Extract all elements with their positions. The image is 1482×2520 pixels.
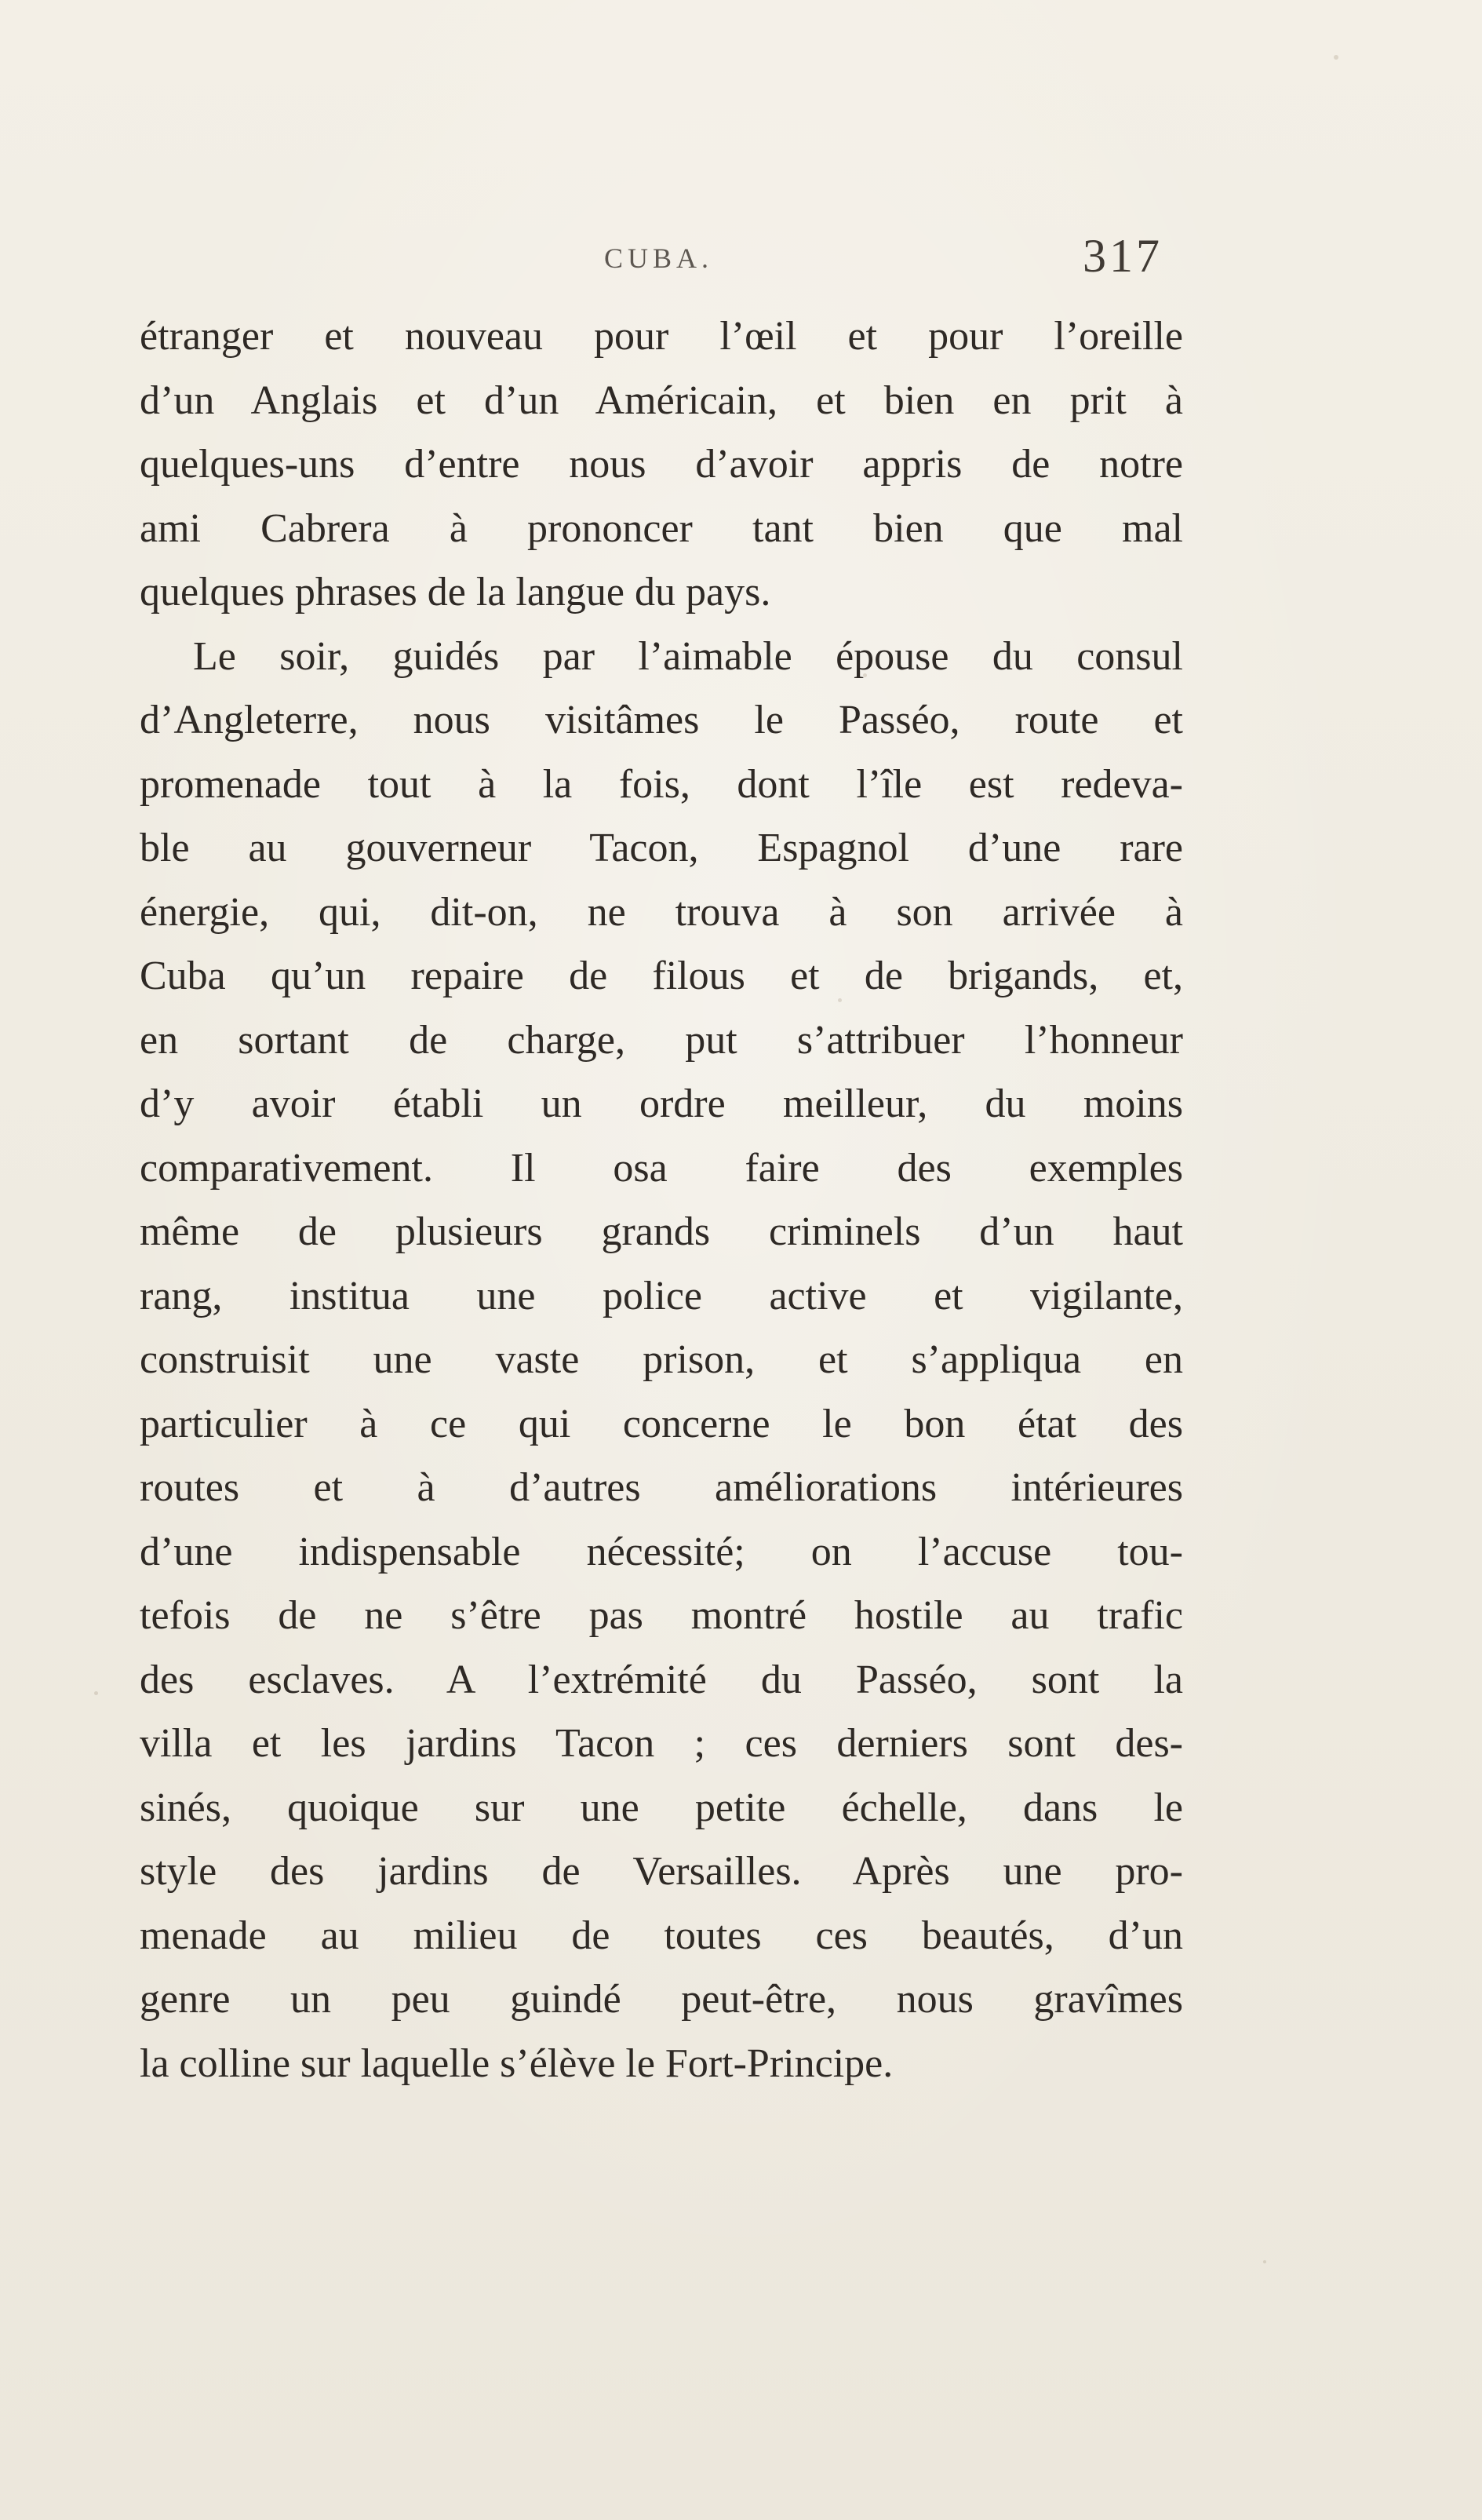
running-head xyxy=(0,229,1482,284)
text-line: routes et à d’autres améliorations intérieures xyxy=(140,1465,1183,1510)
text-line: genre un peu guindé peut-être, nous gravîmes xyxy=(140,1977,1183,2022)
text-line: Le soir, guidés par l’aimable épouse du consul xyxy=(193,633,1183,679)
text-line: quelques phrases de la langue du pays. xyxy=(140,570,771,615)
text-line: la colline sur laquelle s’élève le Fort-Principe. xyxy=(140,2040,894,2086)
text-line: étranger et nouveau pour l’œil et pour l’oreille xyxy=(140,314,1183,359)
text-line: ami Cabrera à prononcer tant bien que mal xyxy=(140,505,1183,551)
text-line: construisit une vaste prison, et s’appliqua en xyxy=(140,1337,1183,1382)
page-number: 317 xyxy=(1083,230,1163,282)
text-line: ble au gouverneur Tacon, Espagnol d’une rare xyxy=(140,826,1183,870)
text-line: promenade tout à la fois, dont l’île est redeva- xyxy=(140,761,1183,807)
text-line: Cuba qu’un repaire de filous et de brigands, et, xyxy=(140,954,1183,998)
text-line: particulier à ce qui concerne le bon état des xyxy=(140,1401,1183,1446)
paper-spot xyxy=(1334,55,1338,60)
text-line: style des jardins de Versailles. Après une pro- xyxy=(140,1849,1183,1894)
text-line: énergie, qui, dit-on, ne trouva à son arrivée à xyxy=(140,889,1183,935)
text-line: même de plusieurs grands criminels d’un haut xyxy=(140,1209,1183,1254)
text-line: tefois de ne s’être pas montré hostile au trafic xyxy=(140,1593,1183,1638)
text-line: d’Angleterre, nous visitâmes le Passéo, route et xyxy=(140,698,1183,742)
paper-spot xyxy=(1263,2260,1266,2263)
paper-spot xyxy=(94,1691,98,1695)
text-line: des esclaves. A l’extrémité du Passéo, sont la xyxy=(140,1657,1183,1702)
text-line: rang, institua une police active et vigilante, xyxy=(140,1273,1183,1318)
text-line: sinés, quoique sur une petite échelle, dans le xyxy=(140,1785,1183,1830)
text-line: d’y avoir établi un ordre meilleur, du moins xyxy=(140,1081,1183,1126)
text-line: villa et les jardins Tacon ; ces derniers sont des- xyxy=(140,1721,1183,1766)
body-text xyxy=(140,305,1183,2095)
text-line: d’un Anglais et d’un Américain, et bien en prit à xyxy=(140,377,1183,423)
running-title: CUBA. xyxy=(604,243,714,274)
text-line: menade au milieu de toutes ces beautés, d’un xyxy=(140,1913,1183,1958)
text-line: en sortant de charge, put s’attribuer l’honneur xyxy=(140,1017,1183,1063)
text-line: comparativement. Il osa faire des exemples xyxy=(140,1145,1183,1191)
text-line: d’une indispensable nécessité; on l’accuse tou- xyxy=(140,1529,1183,1574)
text-line: quelques-uns d’entre nous d’avoir appris de notre xyxy=(140,442,1183,487)
